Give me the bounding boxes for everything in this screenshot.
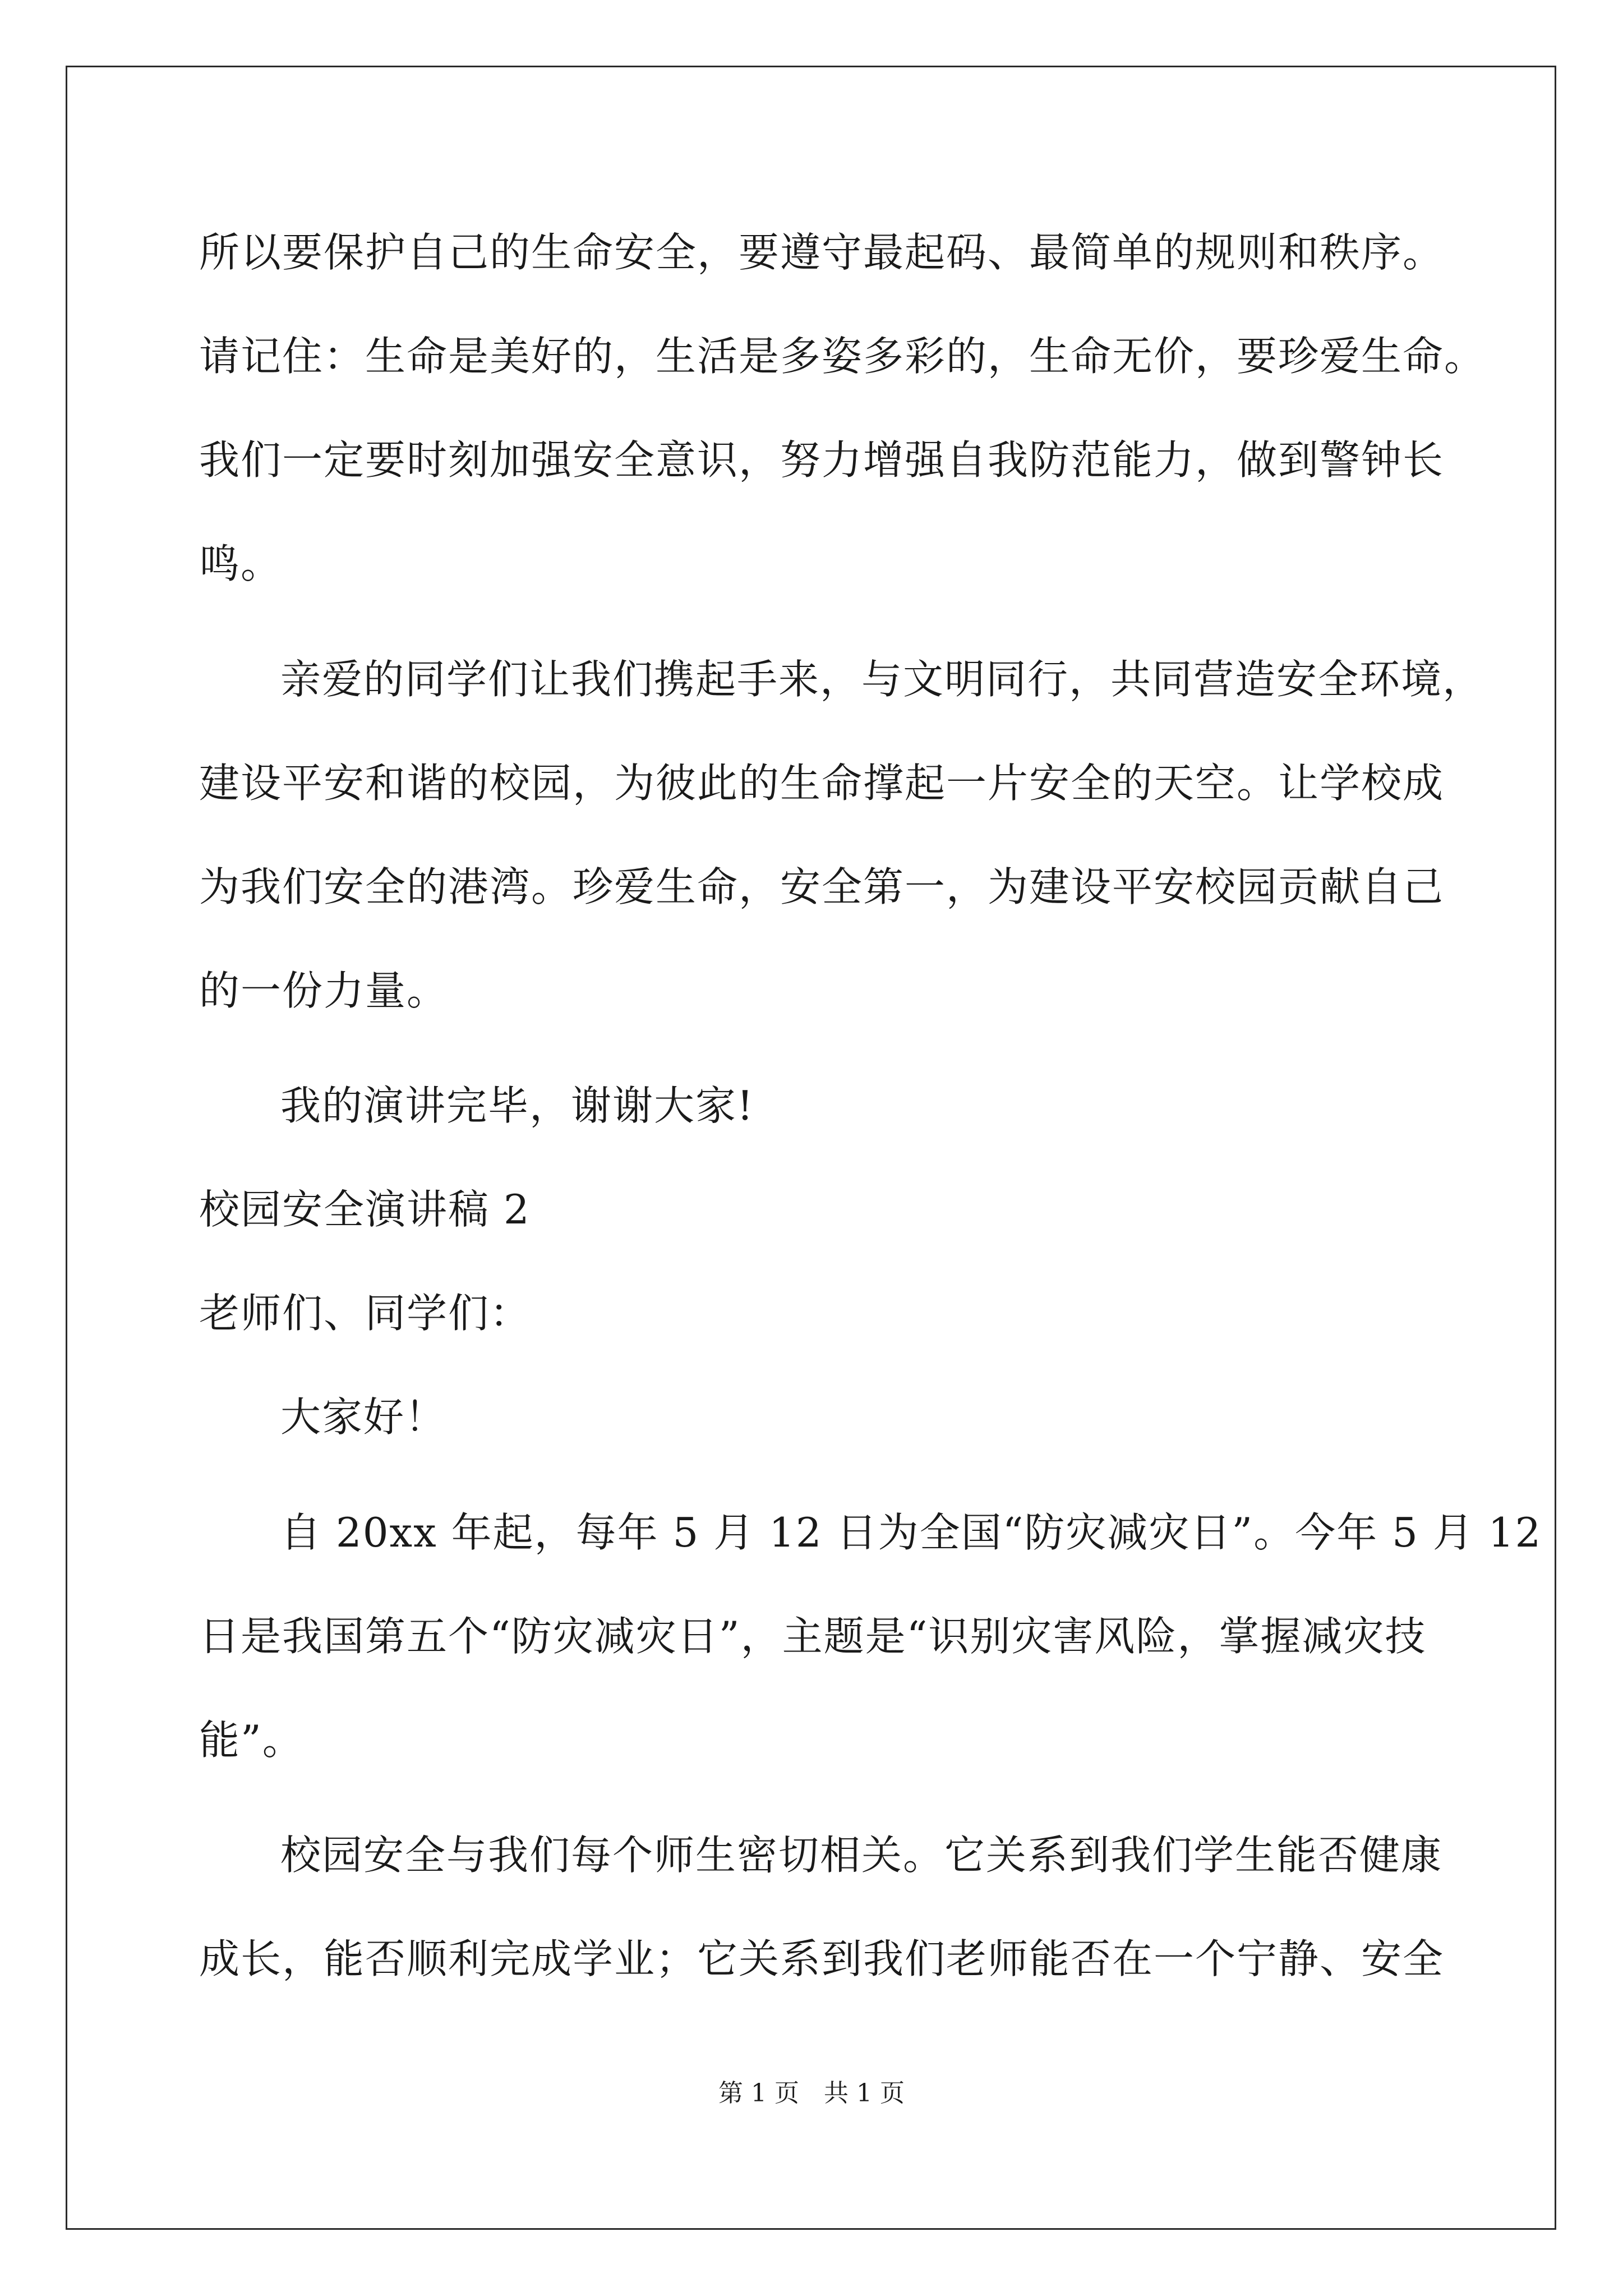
text-line: 自 20xx 年起，每年 5 月 12 日为全国“防灾减灾日”。今年 5 月 12 <box>280 1509 1542 1556</box>
text-line: 我的演讲完毕，谢谢大家! <box>280 1082 754 1129</box>
text-line: 能”。 <box>199 1717 304 1764</box>
greeting: 大家好！ <box>280 1393 447 1441</box>
text-line: 成长，能否顺利完成学业；它关系到我们老师能否在一个宁静、安全 <box>199 1935 1445 1982</box>
text-line: 请记住：生命是美好的，生活是多姿多彩的，生命无价，要珍爱生命。 <box>199 333 1486 380</box>
text-line: 日是我国第五个“防灾减灾日”，主题是“识别灾害风险，掌握减灾技 <box>199 1613 1427 1660</box>
text-line: 所以要保护自己的生命安全，要遵守最起码、最简单的规则和秩序。 <box>199 229 1445 276</box>
text-line: 校园安全与我们每个师生密切相关。它关系到我们学生能否健康 <box>280 1832 1443 1879</box>
text-line: 的一份力量。 <box>199 967 449 1014</box>
text-line: 建设平安和谐的校园，为彼此的生命撑起一片安全的天空。让学校成 <box>199 760 1445 807</box>
section-heading: 校园安全演讲稿 2 <box>199 1186 531 1233</box>
salutation: 老师们、同学们： <box>199 1290 532 1337</box>
text-line: 亲爱的同学们让我们携起手来，与文明同行，共同营造安全环境， <box>280 656 1484 703</box>
text-line: 我们一定要时刻加强安全意识，努力增强自我防范能力，做到警钟长 <box>199 436 1445 484</box>
text-line: 为我们安全的港湾。珍爱生命，安全第一，为建设平安校园贡献自己 <box>199 863 1445 910</box>
page-number: 第 1 页 共 1 页 <box>718 2079 905 2108</box>
page-frame <box>66 66 1556 2230</box>
text-line: 鸣。 <box>199 540 283 587</box>
